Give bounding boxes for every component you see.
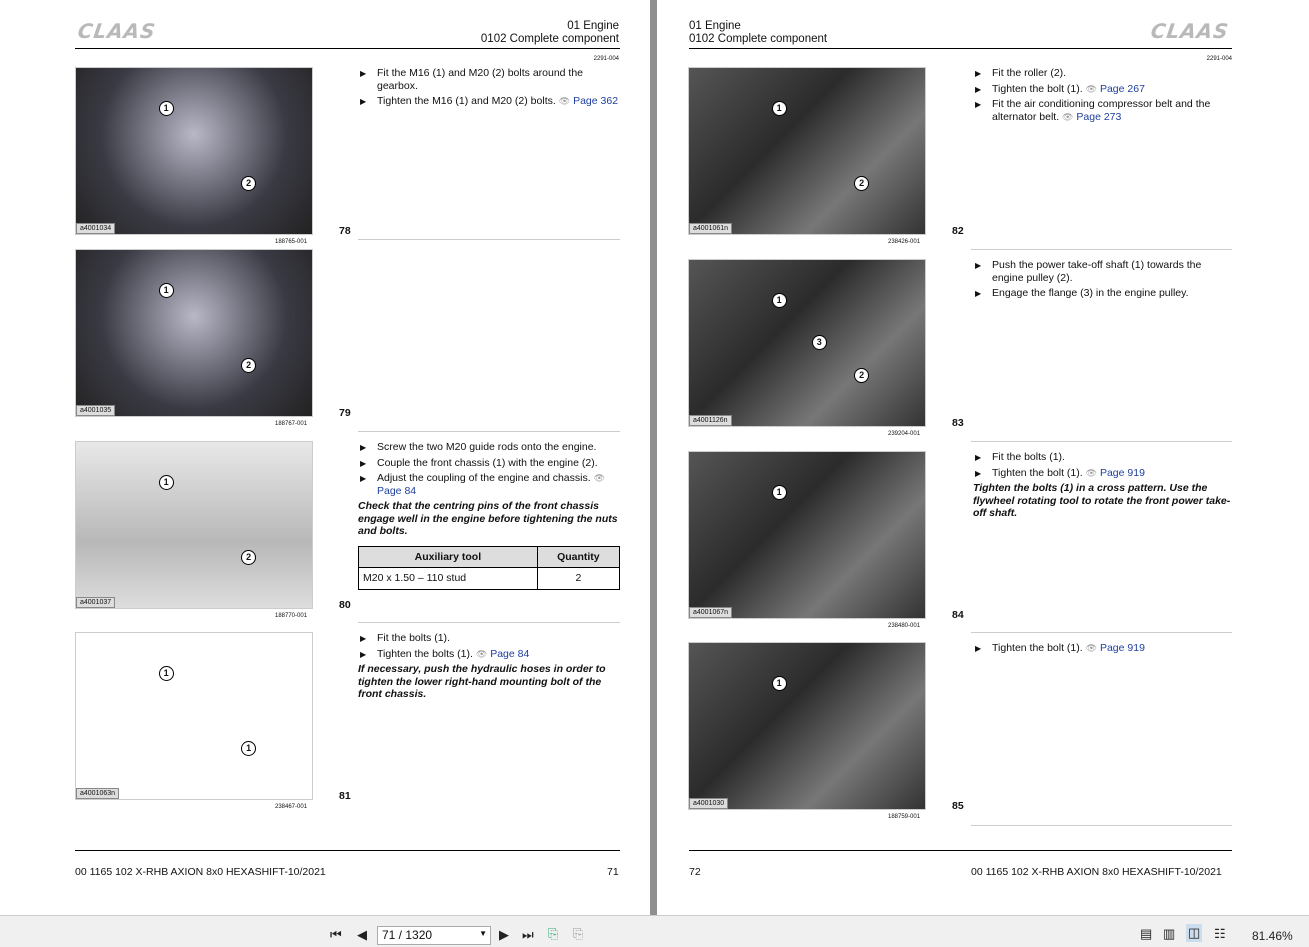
section-divider	[971, 249, 1232, 250]
image-id: a4001035	[76, 405, 115, 416]
step-text: Screw the two M20 guide rods onto the engine.	[377, 441, 597, 453]
section: 0102 Complete component	[480, 33, 619, 45]
table-cell: 2	[537, 568, 619, 590]
page-link[interactable]: Page 84	[377, 484, 417, 497]
instructions	[358, 632, 620, 701]
step-text: Fit the bolts (1).	[377, 632, 450, 644]
copy-icon[interactable]: ⎘	[573, 926, 584, 941]
step	[358, 67, 620, 92]
page-link[interactable]: Page 273	[1076, 110, 1122, 123]
eye-icon: 👁	[593, 473, 606, 483]
callout-marker: 1	[772, 676, 787, 691]
section-divider	[358, 431, 620, 432]
step-text: Tighten the bolt (1).	[992, 642, 1083, 654]
callout-marker: 1	[772, 485, 787, 500]
instructions	[973, 259, 1235, 303]
eye-icon: 👁	[1062, 111, 1074, 122]
step	[973, 83, 1235, 96]
two-page-continuous-icon[interactable]: ☷	[1214, 926, 1226, 941]
chapter: 01 Engine	[689, 20, 741, 32]
callout-marker: 1	[241, 741, 256, 756]
single-page-view-icon[interactable]: ▤	[1140, 926, 1153, 941]
instructions	[973, 67, 1235, 126]
header-rule	[75, 48, 620, 49]
footer-rule	[689, 850, 1232, 851]
step-text: Push the power take-off shaft (1) towards the engine pulley (2).	[992, 259, 1202, 284]
step	[358, 441, 620, 454]
figure-image	[75, 441, 313, 609]
last-page-button[interactable]: ⏭	[522, 927, 534, 942]
step	[973, 67, 1235, 80]
image-id: a4001067n	[689, 607, 732, 618]
image-code: 238467-001	[275, 804, 308, 810]
table-header: Auxiliary tool	[359, 546, 538, 568]
callout-marker: 1	[772, 101, 787, 116]
figure-image	[75, 67, 313, 235]
continuous-view-icon[interactable]: ▥	[1163, 926, 1176, 941]
step-text: Tighten the bolt (1).	[992, 466, 1083, 479]
eye-icon: 👁	[1085, 83, 1098, 94]
section-divider	[971, 632, 1232, 633]
page-value: 71 / 1320	[382, 928, 433, 942]
image-code: 188765-001	[275, 239, 308, 245]
figure-number: 84	[952, 609, 964, 621]
next-page-button[interactable]: ▶	[499, 927, 509, 942]
footer-rule	[75, 850, 620, 851]
image-id: a4001034	[76, 223, 115, 234]
page-link[interactable]: Page 362	[573, 95, 619, 107]
step-text: Tighten the bolts (1).	[377, 647, 473, 660]
doc-code: 2291-004	[593, 56, 619, 62]
step-text: Fit the roller (2).	[992, 67, 1067, 79]
eye-icon: 👁	[1085, 643, 1098, 653]
page-header	[481, 20, 619, 46]
step	[973, 259, 1235, 284]
page-link[interactable]: Page 919	[1099, 642, 1145, 654]
image-id: a4001037	[76, 597, 115, 608]
step	[973, 98, 1235, 123]
section-divider	[971, 825, 1232, 826]
step	[358, 632, 620, 645]
callout-marker: 2	[854, 368, 869, 383]
dropdown-arrow-icon[interactable]: ▼	[479, 929, 487, 938]
note: Tighten the bolts (1) in a cross pattern. Use the flywheel rotating tool to rotate the front power take-off shaft.	[973, 482, 1231, 519]
page-link[interactable]: Page 919	[1099, 466, 1145, 479]
image-id: a4001061n	[689, 223, 732, 234]
rotate-icon[interactable]: ⎘	[548, 926, 559, 941]
claas-logo: CLAAS	[1149, 19, 1231, 43]
figure-image	[688, 259, 926, 427]
page-number-input[interactable]	[377, 926, 491, 945]
prev-page-button[interactable]: ◀	[357, 927, 367, 942]
section-divider	[358, 239, 620, 240]
page-link[interactable]: Page 267	[1099, 82, 1145, 95]
table-cell: M20 x 1.50 – 110 stud	[359, 568, 538, 590]
figure-image	[688, 451, 926, 619]
image-id: a4001030	[689, 798, 728, 809]
step	[358, 648, 620, 661]
note: Check that the centring pins of the front chassis engage well in the engine before tightening the nuts and bolts.	[358, 500, 618, 537]
right-page	[657, 0, 1309, 915]
page-link[interactable]: Page 84	[490, 647, 530, 660]
eye-icon: 👁	[1085, 467, 1098, 478]
figure-image	[75, 249, 313, 417]
image-code: 188759-001	[888, 814, 921, 820]
footer-doc: 00 1165 102 X-RHB AXION 8x0 HEXASHIFT-10/2021	[75, 866, 326, 878]
note: If necessary, push the hydraulic hoses in order to tighten the lower right-hand mounting bolt of the front chassis.	[358, 663, 606, 700]
callout-marker: 1	[159, 101, 174, 116]
figure-number: 83	[952, 417, 964, 429]
page-header	[689, 20, 827, 46]
step-text: Fit the M16 (1) and M20 (2) bolts around the gearbox.	[377, 67, 584, 92]
first-page-button[interactable]: ⏮	[330, 927, 342, 942]
figure-image	[688, 642, 926, 810]
page-number: 72	[689, 866, 701, 878]
callout-marker: 1	[159, 666, 174, 681]
section-divider	[971, 441, 1232, 442]
image-code: 239204-001	[888, 431, 921, 437]
image-code: 188770-001	[275, 613, 308, 619]
step	[973, 287, 1235, 300]
instructions	[973, 451, 1235, 520]
figure-number: 80	[339, 599, 351, 611]
image-code: 188767-001	[275, 421, 308, 427]
step-text: Fit the bolts (1).	[992, 451, 1065, 463]
eye-icon: 👁	[475, 648, 488, 659]
step	[358, 472, 620, 497]
left-page	[0, 0, 650, 915]
step-text: Engage the flange (3) in the engine pulley.	[992, 287, 1189, 299]
table-header: Quantity	[537, 546, 619, 568]
instructions	[358, 67, 620, 111]
callout-marker: 2	[241, 358, 256, 373]
step-text: Adjust the coupling of the engine and chassis.	[377, 472, 591, 484]
step-text: Tighten the M16 (1) and M20 (2) bolts.	[377, 95, 556, 107]
callout-marker: 2	[854, 176, 869, 191]
eye-icon: 👁	[558, 96, 571, 106]
figure-number: 81	[339, 790, 351, 802]
step	[973, 451, 1235, 464]
callout-marker: 1	[772, 293, 787, 308]
callout-marker: 2	[241, 550, 256, 565]
step-text: Tighten the bolt (1).	[992, 82, 1083, 95]
figure-image	[75, 632, 313, 800]
page-number: 71	[607, 866, 619, 878]
image-id: a4001063n	[76, 788, 119, 799]
chapter: 01 Engine	[567, 20, 619, 32]
step	[358, 457, 620, 470]
figure-number: 85	[952, 800, 964, 812]
tool-table	[358, 546, 620, 590]
image-code: 238480-001	[888, 623, 921, 629]
viewer-toolbar	[0, 915, 1309, 947]
step	[973, 467, 1235, 480]
step	[358, 95, 620, 108]
instructions	[358, 441, 620, 590]
callout-marker: 1	[159, 283, 174, 298]
instructions	[973, 642, 1235, 658]
claas-logo: CLAAS	[76, 19, 158, 43]
doc-code: 2291-004	[1206, 56, 1232, 62]
image-id: a4001126n	[689, 415, 732, 426]
figure-number: 78	[339, 225, 351, 237]
figure-number: 82	[952, 225, 964, 237]
callout-marker: 3	[812, 335, 827, 350]
zoom-level[interactable]: 81.46%	[1252, 929, 1293, 943]
callout-marker: 2	[241, 176, 256, 191]
footer-doc: 00 1165 102 X-RHB AXION 8x0 HEXASHIFT-10/2021	[971, 866, 1222, 878]
image-code: 238426-001	[888, 239, 921, 245]
figure-image	[688, 67, 926, 235]
section: 0102 Complete component	[689, 33, 828, 45]
two-page-view-icon[interactable]: ◫	[1188, 925, 1201, 940]
table-row	[359, 568, 620, 590]
step-text: Fit the air conditioning compressor belt and the alternator belt.	[992, 98, 1211, 123]
step-text: Couple the front chassis (1) with the engine (2).	[377, 456, 598, 469]
figure-number: 79	[339, 407, 351, 419]
step	[973, 642, 1235, 655]
header-rule	[689, 48, 1232, 49]
callout-marker: 1	[159, 475, 174, 490]
section-divider	[358, 622, 620, 623]
